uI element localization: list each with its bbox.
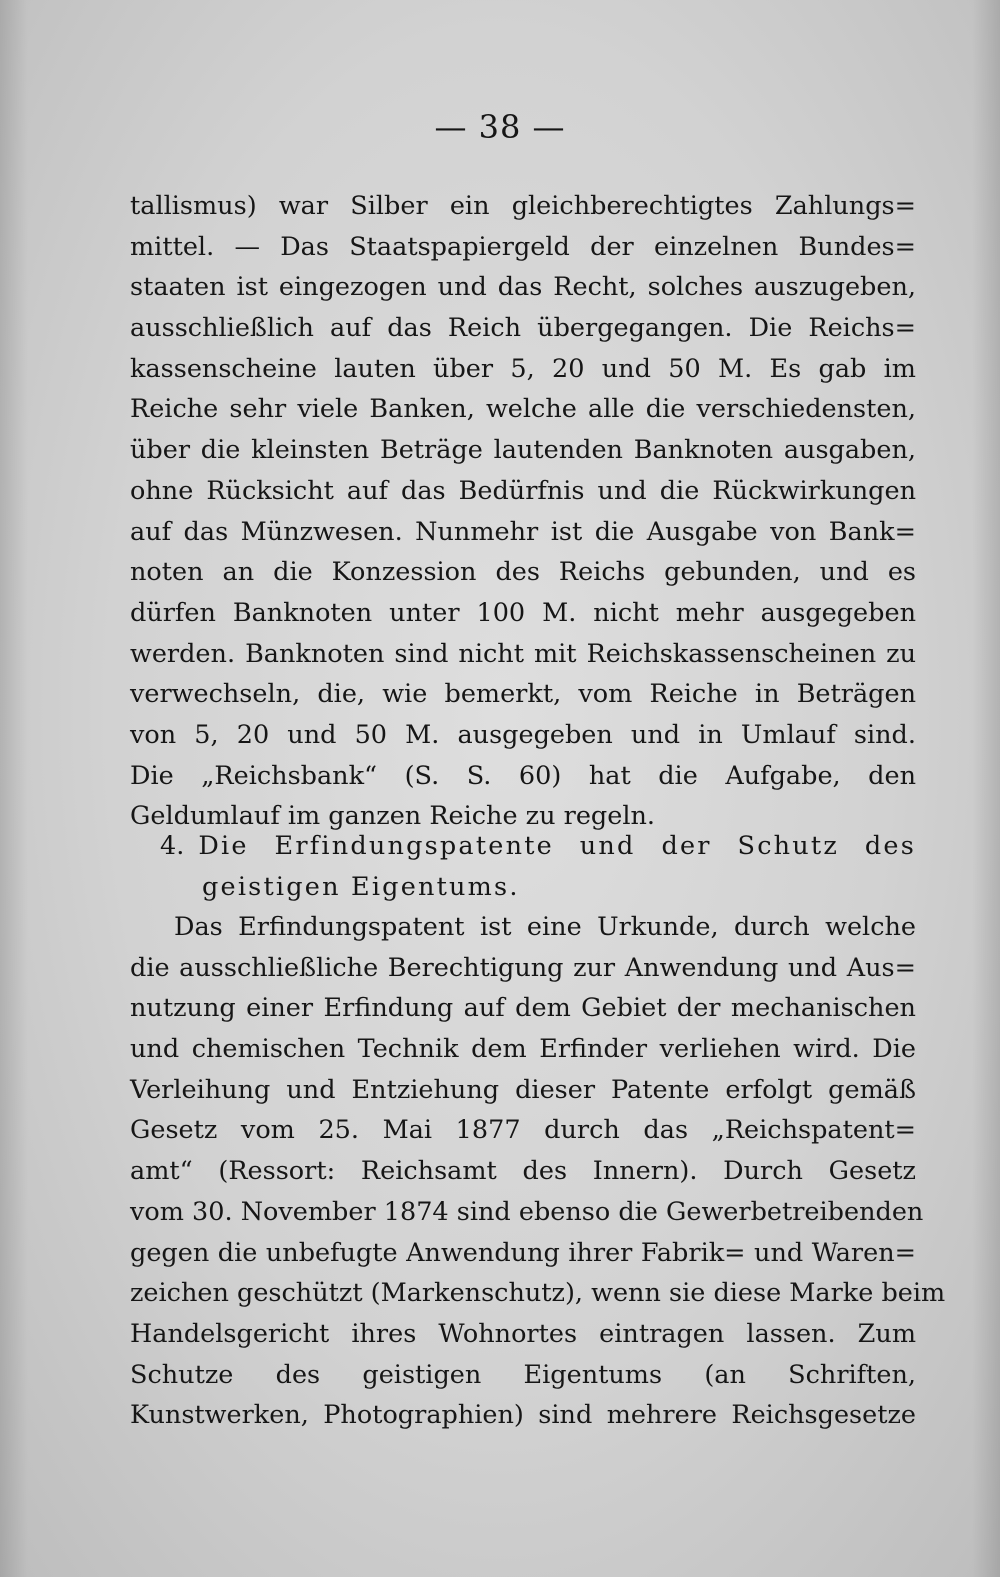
text-line: Geldumlauf im ganzen Reiche zu regeln.	[130, 801, 656, 832]
text-line: vom 30. November 1874 sind ebenso die Gewerbetreibenden	[130, 1196, 924, 1227]
text-line: über die kleinsten Beträge lautenden Banknoten ausgaben,	[130, 435, 916, 466]
text-line: dürfen Banknoten unter 100 M. nicht mehr ausgegeben	[130, 597, 916, 628]
section-title-continued: geistigen Eigentums.	[202, 871, 520, 902]
text-line: Schutze des geistigen Eigentums (an Schriften,	[130, 1359, 916, 1390]
page-right-shadow	[972, 0, 1000, 1577]
text-line: die ausschließliche Berechtigung zur Anwendung und Aus=	[130, 952, 916, 983]
page-number: — 38 —	[434, 108, 566, 146]
section-number: 4.	[160, 831, 185, 861]
text-line: tallismus) war Silber ein gleichberechtigtes Zahlungs=	[130, 191, 916, 221]
text-line: kassenscheine lauten über 5, 20 und 50 M. Es gab im	[130, 353, 916, 384]
text-line: Die „Reichsbank“ (S. S. 60) hat die Aufgabe, den	[130, 760, 916, 791]
text-line: Reiche sehr viele Banken, welche alle die verschiedensten,	[130, 394, 916, 425]
text-line: mittel. — Das Staatspapiergeld der einzelnen Bundes=	[130, 231, 916, 262]
text-line: werden. Banknoten sind nicht mit Reichskassenscheinen zu	[130, 638, 916, 669]
text-line: ausschließlich auf das Reich übergegangen. Die Reichs=	[130, 313, 916, 344]
paragraph-patents	[130, 907, 946, 1436]
text-line: noten an die Konzession des Reichs gebunden, und es	[130, 557, 916, 588]
text-line: zeichen geschützt (Markenschutz), wenn sie diese Marke beim	[130, 1278, 946, 1309]
text-line: Gesetz vom 25. Mai 1877 durch das „Reichspatent=	[130, 1115, 916, 1146]
text-line: und chemischen Technik dem Erfinder verliehen wird. Die	[130, 1034, 916, 1065]
text-line: ohne Rücksicht auf das Bedürfnis und die Rückwirkungen	[130, 475, 916, 506]
text-line: von 5, 20 und 50 M. ausgegeben und in Umlauf sind.	[130, 719, 916, 750]
text-line: Das Erfindungspatent ist eine Urkunde, durch welche	[174, 912, 916, 942]
section-heading-line	[130, 826, 916, 867]
paragraph-currency	[130, 186, 916, 837]
text-line: Kunstwerken, Photographien) sind mehrere Reichsgesetze	[130, 1400, 916, 1431]
text-line: auf das Münzwesen. Nunmehr ist die Ausgabe von Bank=	[130, 516, 916, 547]
section-title: Die Erfindungspatente und der Schutz des	[198, 831, 916, 861]
section-heading	[130, 826, 916, 907]
text-line: Handelsgericht ihres Wohnortes eintragen lassen. Zum	[130, 1318, 916, 1349]
text-line: nutzung einer Erfindung auf dem Gebiet der mechanischen	[130, 993, 916, 1024]
text-line: gegen die unbefugte Anwendung ihrer Fabrik= und Waren=	[130, 1237, 916, 1268]
text-line: Verleihung und Entziehung dieser Patente erfolgt gemäß	[130, 1074, 916, 1105]
page-left-shadow	[0, 0, 28, 1577]
text-line: verwechseln, die, wie bemerkt, vom Reiche in Beträgen	[130, 679, 916, 710]
text-line: amt“ (Ressort: Reichsamt des Innern). Durch Gesetz	[130, 1156, 916, 1187]
text-line: staaten ist eingezogen und das Recht, solches auszugeben,	[130, 272, 916, 303]
